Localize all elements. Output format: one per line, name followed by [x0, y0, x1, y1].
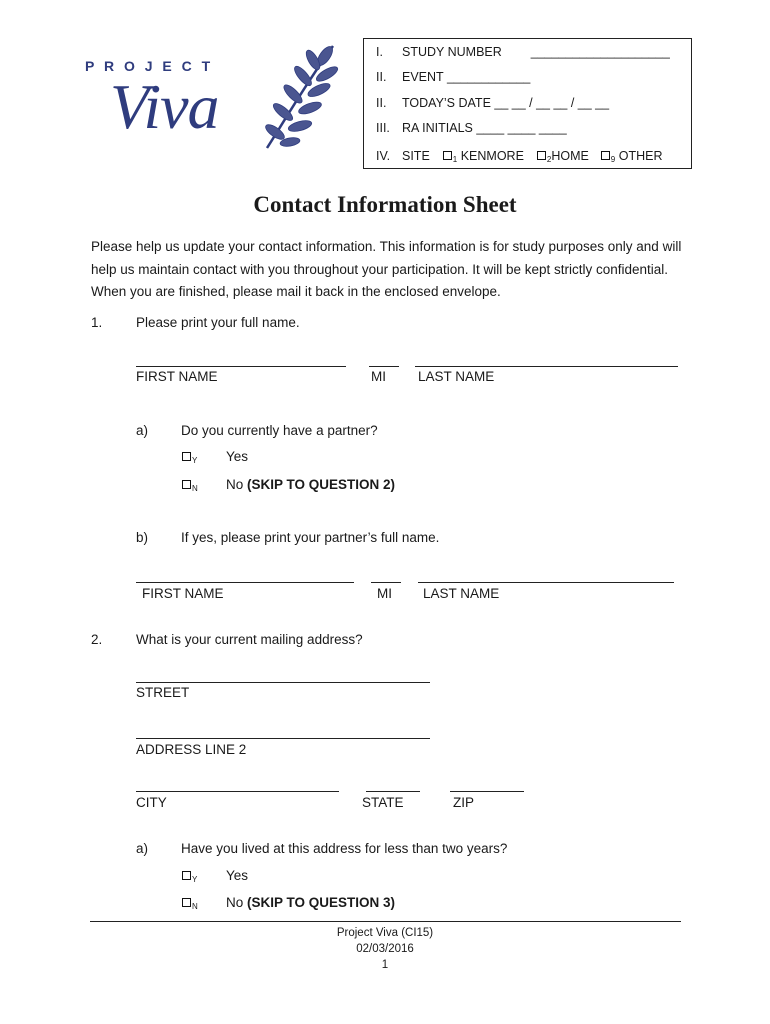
page-number: 1 [381, 959, 389, 971]
site-other-label: OTHER [618, 149, 663, 163]
state-label: STATE [362, 795, 404, 810]
q2a-yes-option [182, 868, 197, 884]
site-code: 2 [546, 155, 552, 164]
row-number: II. [376, 70, 387, 84]
study-number-label: STUDY NUMBER [402, 45, 502, 59]
page-title: Contact Information Sheet [253, 192, 517, 217]
logo-viva-text: Viva [110, 71, 219, 142]
partner-first-name-field[interactable] [136, 582, 354, 583]
partner-mi-label: MI [377, 586, 392, 601]
row-number: IV. [376, 149, 391, 163]
option-code: N [192, 484, 198, 493]
q1b-letter: b) [136, 530, 149, 545]
city-field[interactable] [136, 791, 339, 792]
street-label: STREET [136, 685, 190, 700]
city-label: CITY [136, 795, 167, 810]
event-field[interactable]: ____________ [446, 70, 531, 84]
row-number: III. [376, 121, 390, 135]
street-field[interactable] [136, 682, 430, 683]
option-code: Y [192, 456, 198, 465]
q2a-letter: a) [136, 841, 149, 856]
q2a-no-label [226, 895, 395, 910]
olive-branch-icon [255, 40, 345, 155]
ra-initials-row [376, 121, 567, 135]
mi-label: MI [371, 369, 386, 384]
partner-last-name-field[interactable] [418, 582, 674, 583]
q2-number: 2. [91, 632, 103, 647]
q1a-yes-option [182, 449, 197, 465]
q1a-no-checkbox[interactable] [182, 480, 191, 489]
q1a-no-option [182, 477, 198, 493]
study-info-box [363, 38, 692, 169]
zip-label: ZIP [453, 795, 475, 810]
partner-first-name-label: FIRST NAME [142, 586, 224, 601]
todays-date-field[interactable]: __ __ / __ __ / __ __ [494, 96, 610, 110]
row-number: II. [376, 96, 387, 110]
q2a-yes-label: Yes [226, 868, 249, 883]
address-line2-label: ADDRESS LINE 2 [136, 742, 247, 757]
q1-number: 1. [91, 315, 103, 330]
todays-date-label: TODAY’S DATE [402, 96, 491, 110]
intro-paragraph: Please help us update your contact information. This information is for study purposes only and will help us maintain contact with you throughout your participation. It will be kept strictly confidential. When you are finished, please mail it back in the enclosed envelope. [91, 239, 682, 299]
footer-divider [90, 921, 681, 922]
skip-instruction: (SKIP TO QUESTION 3) [247, 895, 396, 910]
study-number-row [376, 45, 670, 59]
q2-text: What is your current mailing address? [136, 632, 363, 647]
q2a-no-option [182, 895, 198, 911]
q2a-text: Have you lived at this address for less than two years? [181, 841, 508, 856]
q2a-yes-checkbox[interactable] [182, 871, 191, 880]
study-number-field[interactable]: ____________________ [530, 45, 670, 59]
q1a-yes-checkbox[interactable] [182, 452, 191, 461]
no-label: No [226, 895, 244, 910]
no-label: No [226, 477, 244, 492]
project-viva-logo [80, 40, 350, 170]
footer-date: 02/03/2016 [356, 943, 414, 955]
q2a-no-checkbox[interactable] [182, 898, 191, 907]
footer-project: Project Viva (CI15) [336, 927, 434, 939]
state-field[interactable] [366, 791, 420, 792]
site-row [376, 149, 662, 164]
q1b-text: If yes, please print your partner’s full name. [181, 530, 440, 545]
site-label: SITE [402, 149, 430, 163]
q1a-text: Do you currently have a partner? [181, 423, 378, 438]
event-label: EVENT [402, 70, 444, 84]
mi-field[interactable] [369, 366, 399, 367]
partner-mi-field[interactable] [371, 582, 401, 583]
event-row [376, 70, 530, 84]
skip-instruction: (SKIP TO QUESTION 2) [247, 477, 396, 492]
option-code: Y [192, 875, 198, 884]
q1a-letter: a) [136, 423, 149, 438]
ra-initials-field[interactable]: ____ ____ ____ [476, 121, 567, 135]
site-home-checkbox[interactable] [537, 151, 546, 160]
todays-date-row [376, 96, 609, 110]
q1-text: Please print your full name. [136, 315, 300, 330]
q1a-no-label [226, 477, 395, 492]
q1a-yes-label: Yes [226, 449, 249, 464]
logo-project-text: P R O J E C T [85, 58, 214, 74]
site-kenmore-label: KENMORE [460, 149, 524, 163]
partner-last-name-label: LAST NAME [423, 586, 500, 601]
site-kenmore-checkbox[interactable] [443, 151, 452, 160]
first-name-field[interactable] [136, 366, 346, 367]
site-other-checkbox[interactable] [601, 151, 610, 160]
row-number: I. [376, 45, 383, 59]
address-line2-field[interactable] [136, 738, 430, 739]
site-home-label: HOME [551, 149, 589, 163]
option-code: N [192, 902, 198, 911]
ra-initials-label: RA INITIALS [402, 121, 473, 135]
site-code: 1 [452, 155, 458, 164]
last-name-label: LAST NAME [418, 369, 495, 384]
site-code: 9 [610, 155, 616, 164]
zip-field[interactable] [450, 791, 524, 792]
last-name-field[interactable] [415, 366, 678, 367]
first-name-label: FIRST NAME [136, 369, 218, 384]
